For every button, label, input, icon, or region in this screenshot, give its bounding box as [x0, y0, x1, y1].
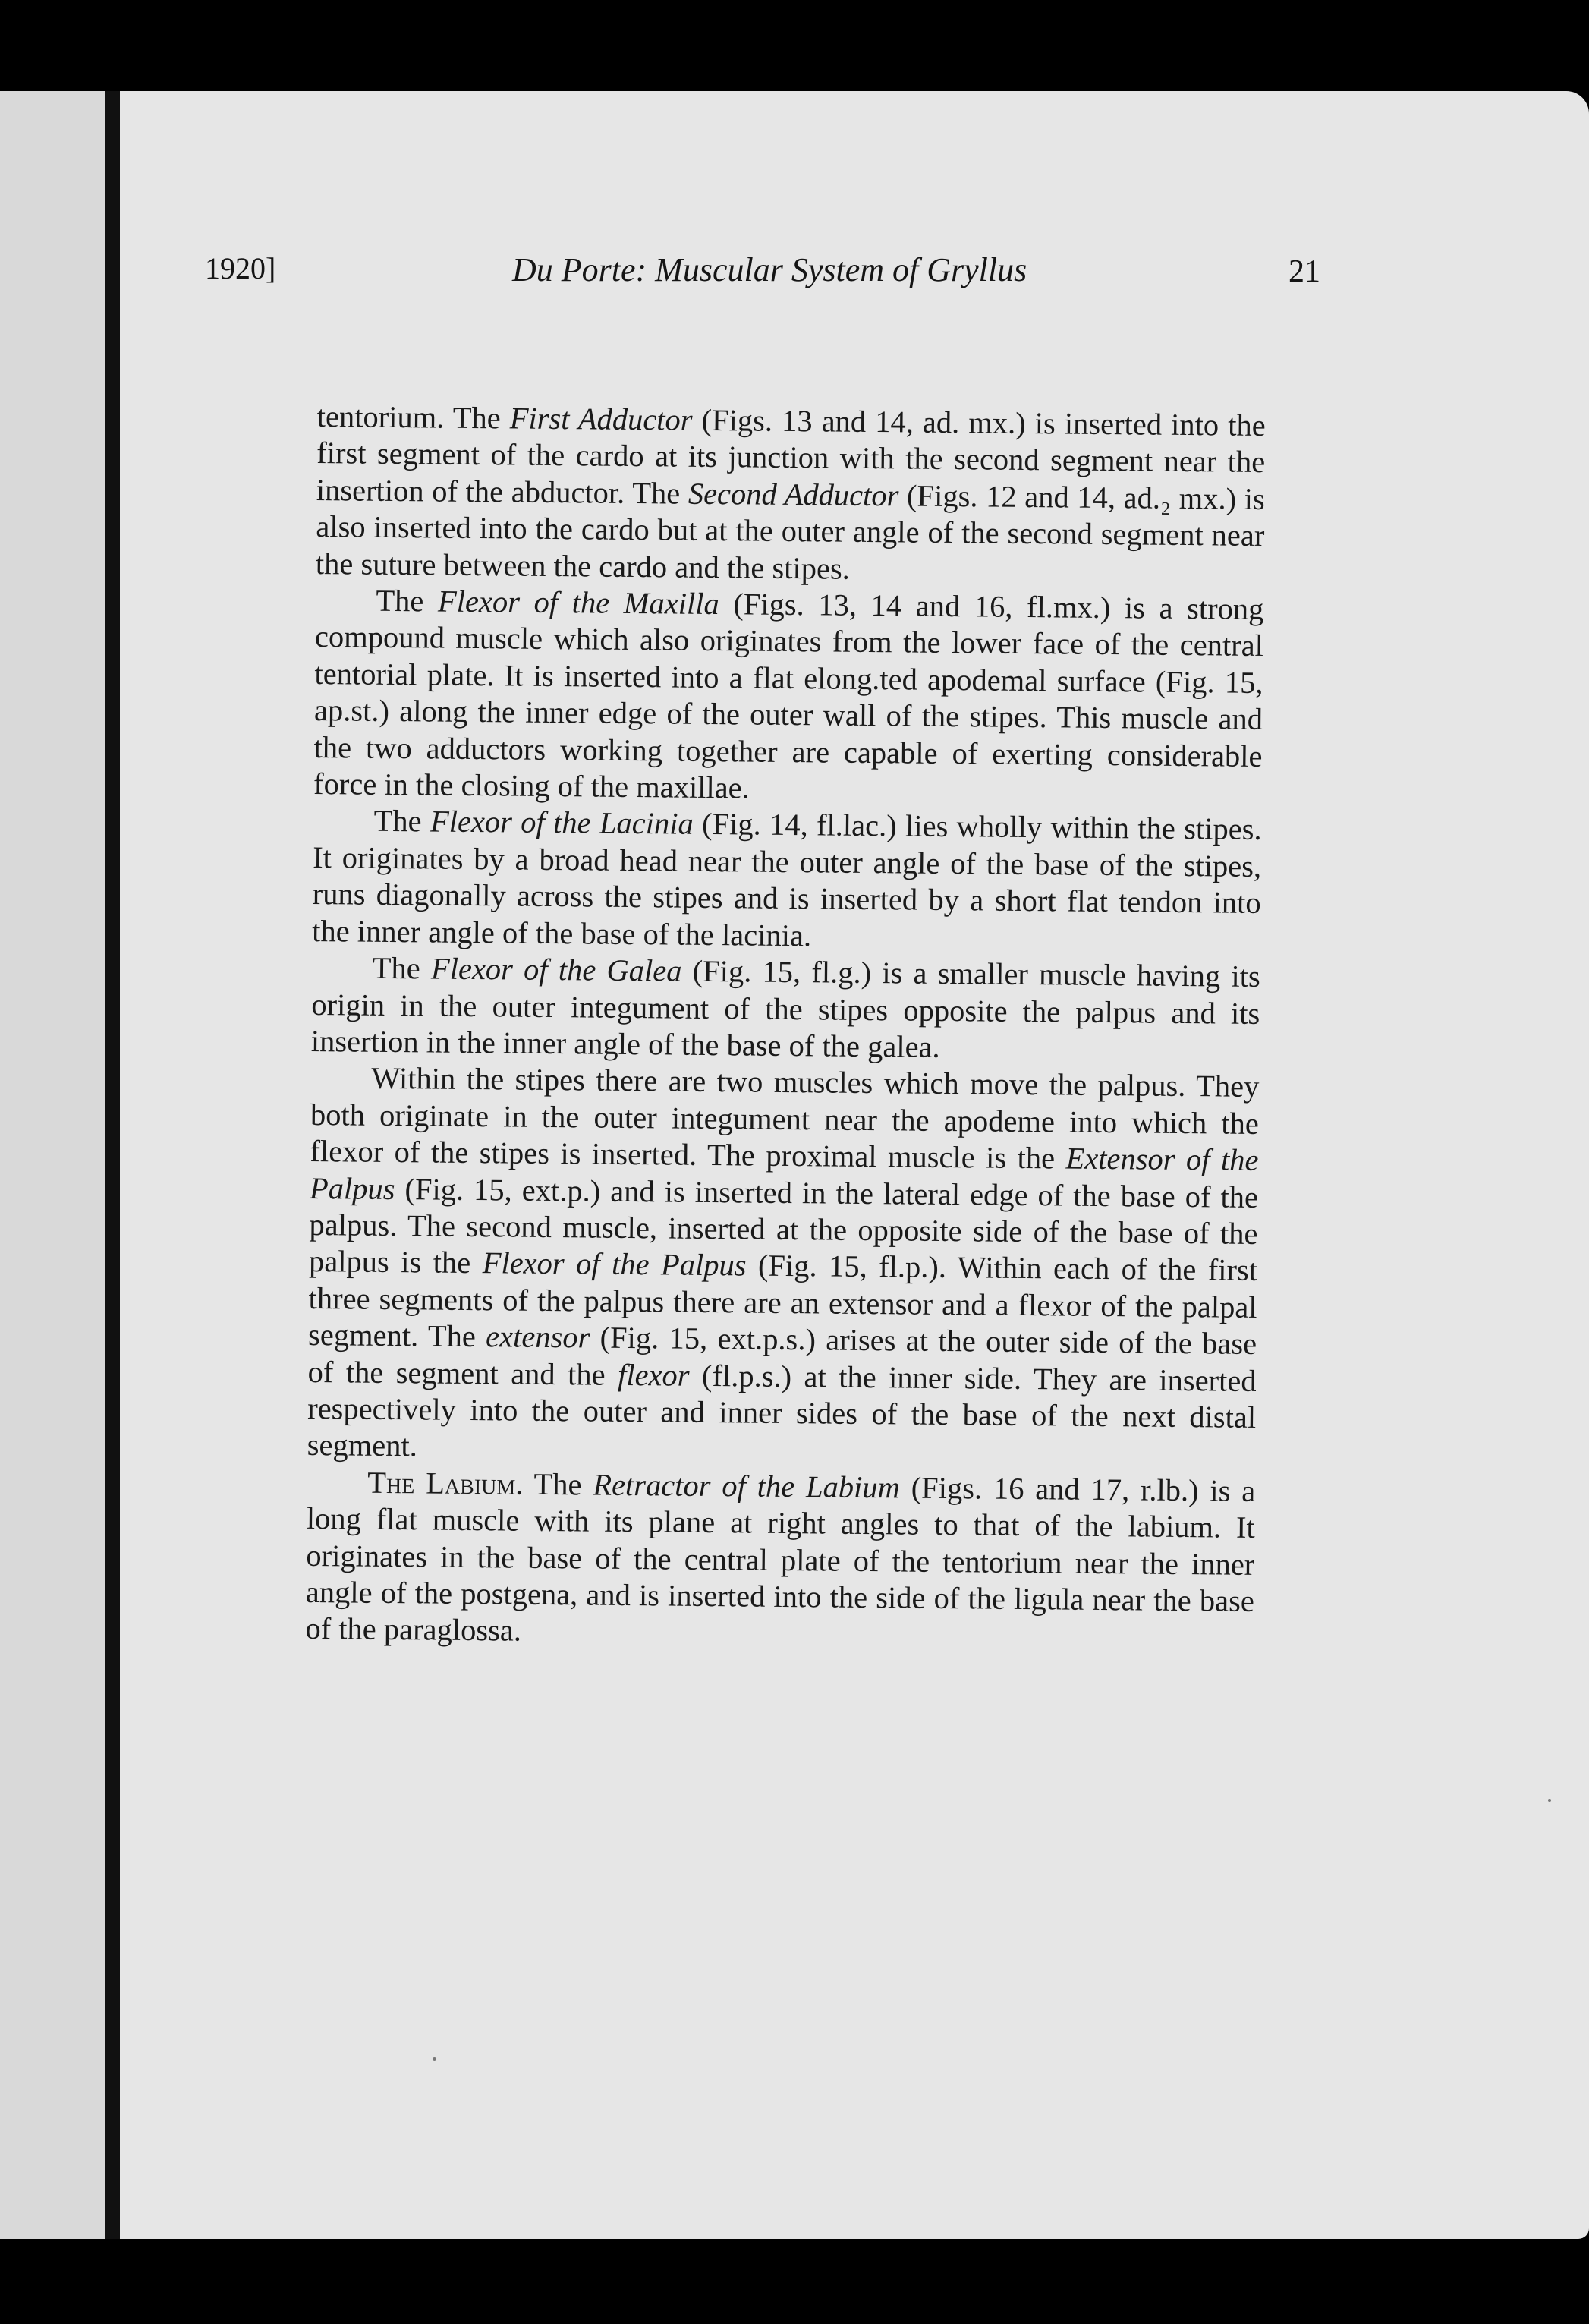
paragraph [313, 582, 1264, 811]
italic-term: Flexor of the Maxilla [437, 584, 720, 622]
text-run: (Fig. 14, fl.lac.) lies wholly within the stipes. It originates by a broad head near the outer angle of the base of the stipes, runs diagonally across the stipes and is inserted by a short flat tendon into the inner angle of the base of the lacinia. [312, 807, 1262, 953]
text-run: (Figs. 13, 14 and 16, fl.mx.) is a strong compound muscle which also originates from the lower face of the central tentorial plate. It is inserted into a flat elong.ted apodemal surface (Fig. 15, ap.st.) along the inner edge of the outer wall of the stipes. This muscle and the two adductors working together are capable of exerting considerable force in the closing of the maxillae. [313, 587, 1264, 805]
italic-term: Extensor of the Palpus [309, 1141, 1259, 1206]
body-text [305, 398, 1266, 1657]
italic-term: Flexor of the Galea [430, 951, 682, 988]
text-run: (fl.p.s.) at the inner side. They are inserted respectively into the outer and inner sides of the base of the next distal segment. [307, 1358, 1257, 1463]
text-run: (Figs. 13 and 14, ad. mx.) is inserted into the first segment of the cardo at its junction with the second segment near the insertion of the abductor. The [316, 402, 1266, 511]
text-run: (Fig. 15, ext.p.) and is inserted in the lateral edge of the base of the palpus. The second muscle, inserted at the opposite side of the base of the palpus is the [308, 1171, 1259, 1280]
text-run: The [373, 804, 431, 839]
italic-term: First Adductor [509, 401, 693, 437]
italic-term: flexor [617, 1357, 690, 1393]
scan-speck [433, 2057, 436, 2061]
paragraph [312, 802, 1262, 959]
italic-term: Flexor of the Lacinia [430, 804, 694, 842]
text-run: (Fig. 15, fl.p.). Within each of the first three segments of the palpus there are an extensor and a flexor of the palpal segment. The [307, 1248, 1258, 1354]
scan-speck [1548, 1799, 1551, 1802]
text-run: (Figs. 12 and 14, ad.₂ mx.) is also inserted into the cardo but at the outer angle of the second segment near the suture between the cardo and the stipes. [315, 478, 1266, 586]
italic-term: extensor [485, 1319, 590, 1355]
running-head-title: Du Porte: Muscular System of Gryllus [512, 251, 1027, 288]
text-run: The [376, 583, 439, 619]
text-run: The [372, 950, 432, 986]
page-number: 21 [1289, 254, 1320, 289]
page-gutter-shadow [105, 91, 120, 2239]
italic-term: Flexor of the Palpus [482, 1245, 747, 1283]
paragraph [307, 1060, 1260, 1472]
running-head-year: 1920] [205, 251, 276, 285]
text-run: tentorium. The [316, 398, 510, 436]
italic-term: Second Adductor [688, 476, 899, 513]
text-run: The [523, 1466, 593, 1502]
text-run: Within the stipes there are two muscles which move the palpus. They both originate in the outer integument near the apodeme into which the flexor of the stipes is inserted. The proximal muscle is the [310, 1061, 1260, 1176]
paragraph [311, 949, 1260, 1069]
italic-term: Retractor of the Labium [593, 1467, 901, 1505]
section-heading: The Labium. [367, 1465, 524, 1501]
paragraph [305, 1464, 1255, 1657]
paragraph [316, 398, 1266, 591]
text-run: (Fig. 15, ext.p.s.) arises at the outer side of the base of the segment and the [307, 1320, 1257, 1392]
text-run: (Figs. 16 and 17, r.lb.) is a long flat muscle with its plane at right angles to that of the labium. It originates in the base of the central plate of the tentorium near the inner angle of the postgena, and is inserted into the side of the ligula near the base of the paraglossa. [305, 1470, 1256, 1649]
adjacent-page-edge [0, 91, 105, 2239]
running-head [205, 244, 1320, 290]
text-run: (Fig. 15, fl.g.) is a smaller muscle having its origin in the outer integument of the stipes opposite the palpus and its insertion in the inner angle of the base of the galea. [310, 953, 1260, 1064]
